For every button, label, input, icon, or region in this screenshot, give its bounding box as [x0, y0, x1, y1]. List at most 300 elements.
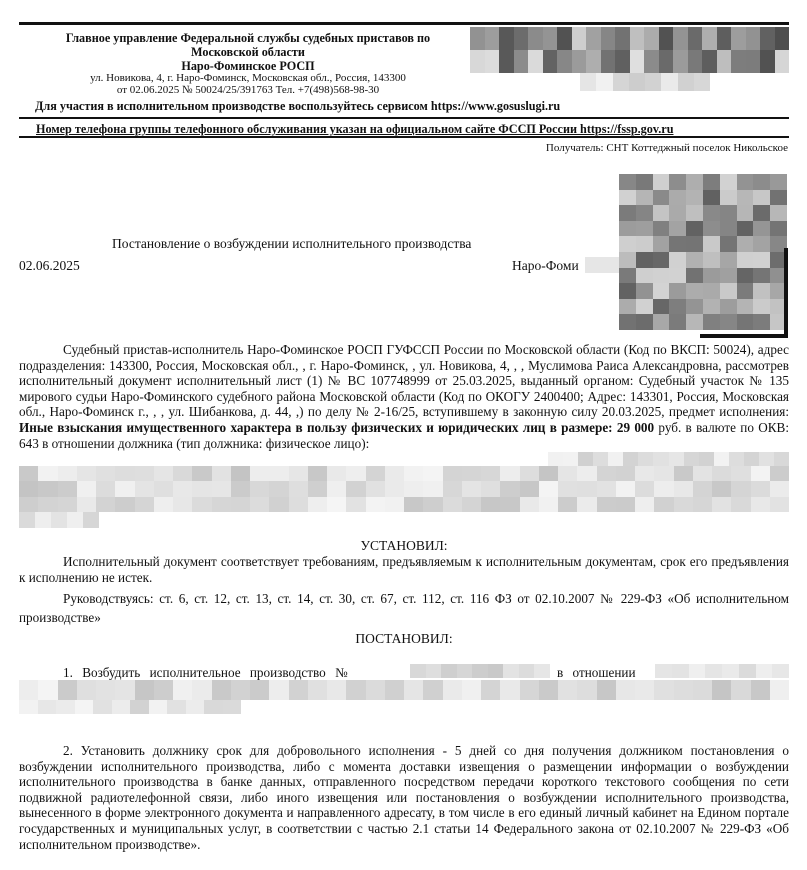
redaction-cell — [737, 314, 754, 330]
intro-text: Судебный пристав-исполнитель Наро-Фоминское РОСП ГУФССП России по Московской области (Код по ВКСП: 50024), адрес подразделения: 143300, Россия, Московская обл., , г. Наро-Фоминск, , ул. Новикова, 4, , , Муслимова Раиса Александровна, рассмотрев исполнительный документ исполнительный лист (1) № ВС 107748999 от 25.03.2025, выданный органом: Судебный участок № 135 мирового судьи Наро-Фоминского судебного района Московской области (Код по ОКОГУ 2400400; Адрес: 143301, Россия, Московская обл., Наро-Фоминск г., , , ул. Шибанкова, д. 44, ,) по делу № 2-16/25, вступившему в законную силу 20.03.2025, предмет исполнения: — [19, 342, 789, 420]
redaction-cell — [514, 50, 529, 73]
redaction-cell — [269, 481, 288, 496]
redaction-cell — [669, 205, 686, 221]
redaction-cell — [653, 452, 668, 466]
redaction-cell — [615, 27, 630, 50]
redaction-cell — [520, 466, 539, 481]
redaction-cell — [130, 700, 149, 714]
redaction-cell — [96, 497, 115, 512]
redaction-cell — [514, 27, 529, 50]
gosuslugi-notice: Для участия в исполнительном производстве воспользуйтесь сервисом https://www.gosuslugi.ru — [35, 99, 561, 113]
established-paragraph-1: Исполнительный документ соответствует требованиям, предъявляемым к исполнительным документам, срок его предъявления к исполнению не истек. — [19, 554, 789, 585]
redaction-cell — [669, 174, 686, 190]
redaction-cell — [289, 680, 308, 700]
redaction-cell — [327, 481, 346, 496]
redaction-cell — [423, 466, 442, 481]
redaction-cell — [760, 27, 775, 50]
redaction-cell — [58, 466, 77, 481]
redaction-cell — [731, 27, 746, 50]
phone-info-notice: Номер телефона группы телефонного обслуживания указан на официальном сайте ФССП России https://fssp.gov.ru — [36, 122, 674, 136]
redaction-cell — [770, 466, 789, 481]
redaction-cell — [186, 700, 205, 714]
redaction-cell — [96, 466, 115, 481]
established-heading: УСТАНОВИЛ: — [360, 538, 448, 553]
org-name-line1: Главное управление Федеральной службы судебных приставов по — [65, 31, 431, 45]
redaction-cell — [586, 27, 601, 50]
redaction-cell — [712, 481, 731, 496]
redaction-cell — [770, 497, 789, 512]
redaction-cell — [481, 497, 500, 512]
redaction-cell — [669, 221, 686, 237]
redaction-cell — [775, 27, 790, 50]
redaction-cell — [630, 50, 645, 73]
redaction-cell — [669, 299, 686, 315]
redaction-cell — [720, 190, 737, 206]
redaction-cell — [19, 497, 38, 512]
redaction-cell — [654, 481, 673, 496]
redaction-cell — [686, 174, 703, 190]
redaction-cell — [308, 497, 327, 512]
redaction-cell — [623, 452, 638, 466]
redaction-cell — [753, 299, 770, 315]
redaction-cell — [327, 466, 346, 481]
org-address: ул. Новикова, 4, г. Наро-Фоминск, Московская обл., Россия, 143300 — [90, 72, 406, 84]
redacted-barcode — [470, 27, 789, 73]
redaction-cell — [693, 466, 712, 481]
redaction-cell — [346, 680, 365, 700]
redaction-cell — [289, 497, 308, 512]
redaction-cell — [714, 452, 729, 466]
redaction-cell — [635, 481, 654, 496]
redaction-cell — [173, 466, 192, 481]
redaction-cell — [655, 664, 672, 678]
redaction-cell — [669, 314, 686, 330]
redaction-cell — [269, 466, 288, 481]
redaction-cell — [19, 466, 38, 481]
redaction-cell — [75, 700, 94, 714]
redaction-cell — [684, 452, 699, 466]
redaction-cell — [686, 236, 703, 252]
redaction-cell — [596, 73, 612, 91]
redaction-cell — [327, 680, 346, 700]
redaction-cell — [770, 190, 787, 206]
redaction-cell — [731, 50, 746, 73]
redaction-cell — [462, 680, 481, 700]
org-name-line2: Московской области — [191, 45, 305, 59]
redaction-cell — [717, 27, 732, 50]
redaction-cell — [327, 497, 346, 512]
header-rule — [19, 117, 789, 119]
org-name-line3: Наро-Фоминское РОСП — [181, 59, 315, 73]
redaction-cell — [751, 466, 770, 481]
redaction-cell — [737, 252, 754, 268]
redaction-cell — [51, 512, 67, 528]
redaction-cell — [366, 497, 385, 512]
redaction-cell — [115, 481, 134, 496]
established-paragraph-2: Руководствуясь: ст. 6, ст. 12, ст. 13, ст. 14, ст. 30, ст. 67, ст. 112, ст. 116 ФЗ от 02.10.2007 № 229-ФЗ «Об исполнительном производстве» — [19, 591, 789, 625]
redaction-cell — [686, 221, 703, 237]
redaction-cell — [250, 481, 269, 496]
redaction-cell — [597, 481, 616, 496]
redaction-cell — [688, 50, 703, 73]
redaction-cell — [702, 50, 717, 73]
redaction-cell — [346, 466, 365, 481]
redaction-cell — [753, 174, 770, 190]
redaction-cell — [154, 497, 173, 512]
redaction-cell — [577, 466, 596, 481]
redaction-cell — [366, 680, 385, 700]
document-reference: от 02.06.2025 № 50024/25/391763 Тел. +7(498)568-98-30 — [116, 84, 380, 96]
qr-frame-right — [784, 248, 788, 338]
redaction-cell — [457, 664, 473, 678]
redaction-cell — [775, 50, 790, 73]
redaction-cell — [659, 27, 674, 50]
redaction-cell — [423, 497, 442, 512]
redaction-cell — [539, 481, 558, 496]
redaction-cell — [204, 700, 223, 714]
redacted-item1-tail — [19, 700, 241, 714]
redaction-cell — [462, 466, 481, 481]
redaction-cell — [154, 481, 173, 496]
recipient-line: Получатель: СНТ Коттеджный поселок Никольское — [545, 142, 788, 154]
redaction-cell — [619, 268, 636, 284]
redaction-cell — [751, 680, 770, 700]
redaction-cell — [619, 221, 636, 237]
redaction-cell — [67, 512, 83, 528]
redaction-cell — [703, 314, 720, 330]
redaction-cell — [83, 512, 99, 528]
redaction-cell — [619, 314, 636, 330]
redaction-cell — [520, 680, 539, 700]
redaction-cell — [534, 664, 550, 678]
redaction-cell — [135, 680, 154, 700]
redaction-cell — [653, 299, 670, 315]
redaction-cell — [615, 50, 630, 73]
redaction-cell — [528, 27, 543, 50]
redaction-cell — [441, 664, 457, 678]
redaction-cell — [366, 481, 385, 496]
redaction-cell — [500, 497, 519, 512]
redaction-cell — [746, 50, 761, 73]
redaction-cell — [702, 27, 717, 50]
redaction-cell — [173, 497, 192, 512]
redaction-cell — [636, 236, 653, 252]
redaction-cell — [173, 481, 192, 496]
redaction-cell — [616, 481, 635, 496]
redaction-cell — [737, 283, 754, 299]
redaction-cell — [703, 299, 720, 315]
redaction-cell — [580, 73, 596, 91]
redaction-cell — [703, 205, 720, 221]
redaction-cell — [77, 466, 96, 481]
redacted-debtor-tail — [19, 512, 99, 528]
redaction-cell — [772, 664, 789, 678]
redaction-cell — [308, 481, 327, 496]
redaction-cell — [653, 268, 670, 284]
redaction-cell — [693, 481, 712, 496]
redaction-cell — [731, 680, 750, 700]
redaction-cell — [558, 466, 577, 481]
redaction-cell — [737, 205, 754, 221]
redaction-cell — [712, 497, 731, 512]
redaction-cell — [77, 497, 96, 512]
redaction-cell — [770, 680, 789, 700]
redacted-debtor-name — [655, 664, 789, 678]
redaction-cell — [608, 452, 623, 466]
redaction-cell — [601, 50, 616, 73]
redaction-cell — [426, 664, 442, 678]
redaction-cell — [500, 466, 519, 481]
redaction-cell — [543, 27, 558, 50]
redaction-cell — [557, 50, 572, 73]
redaction-cell — [443, 680, 462, 700]
redaction-cell — [703, 190, 720, 206]
redaction-cell — [774, 452, 789, 466]
redaction-cell — [250, 466, 269, 481]
redaction-cell — [543, 50, 558, 73]
redaction-cell — [470, 50, 485, 73]
redaction-cell — [712, 466, 731, 481]
redaction-cell — [485, 27, 500, 50]
redaction-cell — [635, 497, 654, 512]
redaction-cell — [443, 497, 462, 512]
redaction-cell — [563, 452, 578, 466]
redaction-cell — [737, 174, 754, 190]
redaction-cell — [630, 27, 645, 50]
redaction-cell — [619, 283, 636, 299]
redaction-cell — [212, 680, 231, 700]
redaction-cell — [672, 664, 689, 678]
item1-text-b: в отношении — [557, 665, 636, 680]
redaction-cell — [35, 512, 51, 528]
redaction-cell — [519, 664, 535, 678]
redaction-cell — [720, 205, 737, 221]
redaction-cell — [619, 190, 636, 206]
redaction-cell — [753, 190, 770, 206]
redaction-cell — [751, 481, 770, 496]
redacted-city-tail — [585, 257, 619, 273]
redaction-cell — [308, 466, 327, 481]
top-rule — [19, 22, 789, 25]
redaction-cell — [619, 236, 636, 252]
redaction-cell — [135, 466, 154, 481]
redaction-cell — [635, 466, 654, 481]
redaction-cell — [481, 481, 500, 496]
redaction-cell — [619, 174, 636, 190]
redaction-cell — [112, 700, 131, 714]
redaction-cell — [481, 466, 500, 481]
redaction-cell — [653, 283, 670, 299]
redaction-cell — [616, 466, 635, 481]
redaction-cell — [636, 252, 653, 268]
redaction-cell — [669, 236, 686, 252]
redaction-cell — [756, 664, 773, 678]
redaction-cell — [674, 481, 693, 496]
redaction-cell — [385, 680, 404, 700]
redaction-cell — [699, 452, 714, 466]
redaction-cell — [688, 27, 703, 50]
redaction-cell — [636, 221, 653, 237]
redaction-cell — [751, 497, 770, 512]
header-rule-bottom — [19, 136, 789, 138]
redaction-cell — [720, 174, 737, 190]
redaction-cell — [231, 481, 250, 496]
redaction-cell — [520, 481, 539, 496]
redaction-cell — [192, 497, 211, 512]
redaction-cell — [93, 700, 112, 714]
redaction-cell — [167, 700, 186, 714]
redaction-cell — [653, 314, 670, 330]
redaction-cell — [669, 190, 686, 206]
redaction-cell — [653, 205, 670, 221]
redaction-cell — [673, 50, 688, 73]
redaction-cell — [115, 466, 134, 481]
redaction-cell — [619, 252, 636, 268]
redaction-cell — [737, 236, 754, 252]
redaction-cell — [212, 481, 231, 496]
redaction-cell — [462, 481, 481, 496]
redaction-cell — [703, 283, 720, 299]
redaction-cell — [289, 481, 308, 496]
redaction-cell — [135, 481, 154, 496]
redaction-cell — [654, 680, 673, 700]
redaction-cell — [38, 481, 57, 496]
redacted-debtor-block — [19, 466, 789, 512]
redaction-cell — [753, 252, 770, 268]
redaction-cell — [644, 50, 659, 73]
redaction-cell — [77, 481, 96, 496]
redaction-cell — [366, 466, 385, 481]
redaction-cell — [558, 481, 577, 496]
redaction-cell — [653, 174, 670, 190]
resolved-heading: ПОСТАНОВИЛ: — [355, 631, 453, 646]
redaction-cell — [19, 481, 38, 496]
redaction-cell — [760, 50, 775, 73]
redaction-cell — [539, 497, 558, 512]
redaction-cell — [678, 73, 694, 91]
redaction-cell — [586, 50, 601, 73]
redaction-cell — [638, 452, 653, 466]
redaction-cell — [346, 481, 365, 496]
redaction-cell — [770, 221, 787, 237]
redaction-cell — [686, 268, 703, 284]
redaction-cell — [703, 174, 720, 190]
redaction-cell — [503, 664, 519, 678]
redaction-cell — [770, 205, 787, 221]
redaction-cell — [58, 497, 77, 512]
redaction-cell — [669, 452, 684, 466]
redaction-cell — [636, 283, 653, 299]
redacted-case-number — [410, 664, 550, 678]
redaction-cell — [686, 205, 703, 221]
redaction-cell — [753, 268, 770, 284]
redaction-cell — [746, 27, 761, 50]
redaction-cell — [557, 27, 572, 50]
redaction-cell — [693, 680, 712, 700]
redaction-cell — [385, 481, 404, 496]
redaction-cell — [717, 50, 732, 73]
redaction-cell — [753, 283, 770, 299]
qr-frame-bottom — [700, 334, 788, 338]
redaction-cell — [674, 466, 693, 481]
redaction-cell — [737, 299, 754, 315]
redaction-cell — [759, 452, 774, 466]
document-title: Постановление о возбуждении исполнительного производства — [112, 236, 472, 251]
redaction-cell — [654, 466, 673, 481]
redaction-cell — [539, 680, 558, 700]
document-date: 02.06.2025 — [19, 258, 80, 273]
redaction-cell — [423, 481, 442, 496]
redaction-cell — [636, 268, 653, 284]
redaction-cell — [737, 190, 754, 206]
redaction-cell — [577, 680, 596, 700]
redaction-cell — [686, 283, 703, 299]
redaction-cell — [558, 680, 577, 700]
item2-paragraph: 2. Установить должнику срок для добровольного исполнения - 5 дней со дня получения должником постановления о возбуждении исполнительного производства, либо с момента доставки извещения о размещении информации о возбуждении исполнительного производства в банке данных, отправленного посредством передачи короткого текстового сообщения по сети подвижной радиотелефонной связи, либо иного извещения или постановления о возбуждении исполнительного производства, вынесенного в форме электронного документа и направленного адресату, в том числе в его единый личный кабинет на Едином портале государственных и муниципальных услуг, в соответствии с частью 2.1 статьи 14 Федерального закона от 02.10.2007 № 229-ФЗ «Об исполнительном производстве». — [19, 743, 789, 852]
redaction-cell — [693, 497, 712, 512]
redaction-cell — [269, 497, 288, 512]
intro-tail: руб. в валюте по ОКВ: 643 в отношении должника (тип должника: физическое лицо): — [19, 419, 789, 451]
redaction-cell — [19, 680, 38, 700]
redaction-cell — [250, 497, 269, 512]
redaction-cell — [669, 268, 686, 284]
redaction-cell — [689, 664, 706, 678]
redaction-cell — [597, 497, 616, 512]
redaction-cell — [96, 481, 115, 496]
redaction-cell — [470, 27, 485, 50]
redaction-cell — [629, 73, 645, 91]
intro-paragraph — [19, 342, 789, 451]
redaction-cell — [19, 700, 38, 714]
redaction-cell — [659, 50, 674, 73]
redaction-cell — [577, 481, 596, 496]
redaction-cell — [703, 236, 720, 252]
redaction-cell — [686, 190, 703, 206]
redaction-cell — [485, 50, 500, 73]
redaction-cell — [644, 27, 659, 50]
redaction-cell — [669, 252, 686, 268]
redaction-cell — [488, 664, 504, 678]
redaction-cell — [115, 497, 134, 512]
redaction-cell — [720, 299, 737, 315]
redaction-cell — [720, 283, 737, 299]
redacted-item1-block — [19, 680, 789, 700]
redaction-cell — [601, 27, 616, 50]
redaction-cell — [58, 481, 77, 496]
redaction-cell — [720, 268, 737, 284]
redaction-cell — [385, 497, 404, 512]
intro-bold-subject: Иные взыскания имущественного характера в пользу физических и юридических лиц в размере: 29 000 — [19, 419, 655, 435]
redaction-cell — [289, 466, 308, 481]
redaction-cell — [548, 452, 563, 466]
redaction-cell — [154, 466, 173, 481]
redaction-cell — [404, 497, 423, 512]
redaction-cell — [705, 664, 722, 678]
redaction-cell — [192, 680, 211, 700]
redaction-cell — [154, 680, 173, 700]
redaction-cell — [173, 680, 192, 700]
redaction-cell — [645, 73, 661, 91]
redaction-cell — [654, 497, 673, 512]
redaction-cell — [231, 466, 250, 481]
redaction-cell — [462, 497, 481, 512]
redaction-cell — [56, 700, 75, 714]
redaction-cell — [528, 50, 543, 73]
redaction-cell — [58, 680, 77, 700]
redaction-cell — [539, 466, 558, 481]
redaction-cell — [737, 268, 754, 284]
redaction-cell — [737, 221, 754, 237]
